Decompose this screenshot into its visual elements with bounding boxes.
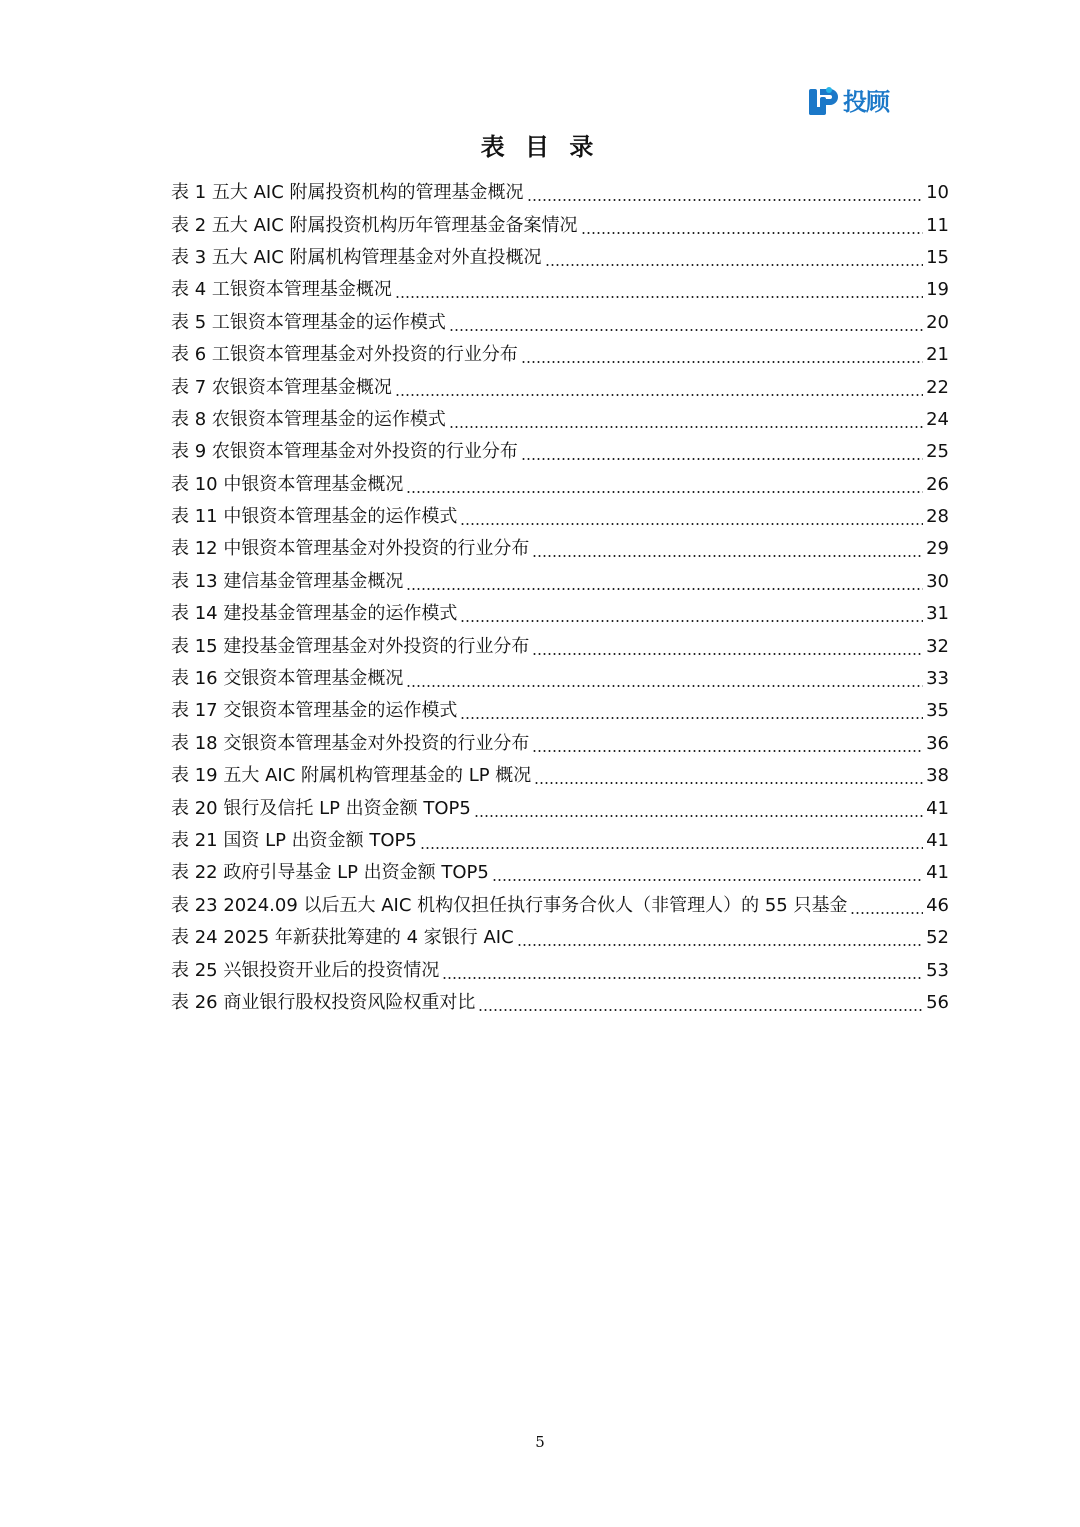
toc-dot-leader — [406, 685, 923, 687]
table-of-contents — [171, 177, 949, 1019]
toc-entry-title: 表 14 建投基金管理基金的运作模式 — [171, 603, 458, 625]
toc-entry-page: 29 — [926, 538, 949, 560]
toc-entry-title: 表 22 政府引导基金 LP 出资金额 TOP5 — [171, 862, 489, 884]
toc-dot-leader — [534, 782, 923, 784]
toc-entry-page: 46 — [926, 894, 949, 916]
toc-entry-page: 41 — [926, 862, 949, 884]
toc-dot-leader — [442, 977, 923, 979]
toc-entry-page: 31 — [926, 603, 949, 625]
toc-entry-title: 表 3 五大 AIC 附属机构管理基金对外直投概况 — [171, 246, 542, 268]
toc-dot-leader — [478, 1009, 923, 1011]
toc-entry-page: 15 — [926, 246, 949, 268]
toc-entry[interactable] — [171, 533, 949, 565]
toc-dot-leader — [517, 944, 923, 946]
toc-dot-leader — [532, 555, 923, 557]
toc-entry[interactable] — [171, 922, 949, 954]
toc-entry-title: 表 15 建投基金管理基金对外投资的行业分布 — [171, 635, 530, 657]
toc-dot-leader — [406, 491, 923, 493]
toc-dot-leader — [460, 523, 923, 525]
toc-dot-leader — [460, 620, 923, 622]
toc-entry-title: 表 11 中银资本管理基金的运作模式 — [171, 506, 458, 528]
toc-entry[interactable] — [171, 598, 949, 630]
toc-entry-page: 26 — [926, 473, 949, 495]
toc-dot-leader — [581, 232, 924, 234]
toc-entry[interactable] — [171, 825, 949, 857]
toc-entry-page: 24 — [926, 408, 949, 430]
toc-dot-leader — [532, 750, 923, 752]
toc-entry[interactable] — [171, 728, 949, 760]
toc-entry[interactable] — [171, 177, 949, 209]
toc-entry-title: 表 1 五大 AIC 附属投资机构的管理基金概况 — [171, 182, 524, 204]
toc-entry-page: 25 — [926, 441, 949, 463]
toc-entry-page: 33 — [926, 668, 949, 690]
toc-entry[interactable] — [171, 404, 949, 436]
toc-dot-leader — [449, 329, 923, 331]
toc-dot-leader — [460, 717, 923, 719]
toc-dot-leader — [492, 879, 923, 881]
toc-entry-title: 表 13 建信基金管理基金概况 — [171, 570, 404, 592]
page-number: 5 — [535, 1433, 545, 1451]
toc-entry-page: 22 — [926, 376, 949, 398]
toc-entry-page: 19 — [926, 279, 949, 301]
toc-entry-page: 10 — [926, 182, 949, 204]
toc-entry-page: 30 — [926, 570, 949, 592]
toc-dot-leader — [449, 426, 923, 428]
toc-entry[interactable] — [171, 987, 949, 1019]
logo-text: 投顾 — [843, 88, 889, 116]
toc-entry-page: 32 — [926, 635, 949, 657]
toc-entry-page: 38 — [926, 765, 949, 787]
toc-entry[interactable] — [171, 857, 949, 889]
toc-entry-page: 41 — [926, 797, 949, 819]
toc-dot-leader — [532, 653, 923, 655]
toc-entry[interactable] — [171, 760, 949, 792]
toc-dot-leader — [395, 394, 923, 396]
toc-entry-title: 表 20 银行及信托 LP 出资金额 TOP5 — [171, 797, 471, 819]
toc-entry-title: 表 17 交银资本管理基金的运作模式 — [171, 700, 458, 722]
toc-entry-page: 28 — [926, 506, 949, 528]
toc-entry[interactable] — [171, 242, 949, 274]
toc-dot-leader — [521, 361, 923, 363]
toc-entry[interactable] — [171, 371, 949, 403]
toc-entry-page: 53 — [926, 959, 949, 981]
toc-dot-leader — [474, 815, 923, 817]
toc-entry[interactable] — [171, 792, 949, 824]
toc-dot-leader — [420, 847, 923, 849]
toc-entry-title: 表 2 五大 AIC 附属投资机构历年管理基金备案情况 — [171, 214, 578, 236]
toc-entry-page: 35 — [926, 700, 949, 722]
toc-dot-leader — [406, 588, 923, 590]
toc-entry-title: 表 18 交银资本管理基金对外投资的行业分布 — [171, 732, 530, 754]
brand-logo — [806, 84, 910, 120]
toc-dot-leader — [850, 912, 923, 914]
toc-entry-page: 36 — [926, 732, 949, 754]
toc-entry-title: 表 7 农银资本管理基金概况 — [171, 376, 392, 398]
toc-entry-page: 56 — [926, 991, 949, 1013]
toc-entry-title: 表 25 兴银投资开业后的投资情况 — [171, 959, 440, 981]
toc-entry-title: 表 5 工银资本管理基金的运作模式 — [171, 311, 446, 333]
toc-entry[interactable] — [171, 436, 949, 468]
toc-dot-leader — [545, 264, 924, 266]
toc-entry-page: 20 — [926, 311, 949, 333]
toc-entry-title: 表 26 商业银行股权投资风险权重对比 — [171, 991, 476, 1013]
toc-entry[interactable] — [171, 954, 949, 986]
toc-entry[interactable] — [171, 890, 949, 922]
page-title: 表 目 录 — [480, 133, 600, 161]
toc-entry-page: 11 — [926, 214, 949, 236]
toc-dot-leader — [521, 458, 923, 460]
toc-entry[interactable] — [171, 274, 949, 306]
toc-entry-title: 表 8 农银资本管理基金的运作模式 — [171, 408, 446, 430]
toc-entry[interactable] — [171, 630, 949, 662]
toc-entry[interactable] — [171, 695, 949, 727]
toc-entry-title: 表 19 五大 AIC 附属机构管理基金的 LP 概况 — [171, 765, 532, 787]
toc-entry[interactable] — [171, 339, 949, 371]
toc-entry[interactable] — [171, 209, 949, 241]
toc-entry[interactable] — [171, 566, 949, 598]
toc-entry[interactable] — [171, 469, 949, 501]
toc-entry-page: 21 — [926, 344, 949, 366]
toc-entry-title: 表 4 工银资本管理基金概况 — [171, 279, 392, 301]
lp-logo-icon — [806, 85, 840, 119]
toc-entry[interactable] — [171, 501, 949, 533]
toc-entry-title: 表 9 农银资本管理基金对外投资的行业分布 — [171, 441, 518, 463]
toc-entry-title: 表 6 工银资本管理基金对外投资的行业分布 — [171, 344, 518, 366]
toc-entry-title: 表 16 交银资本管理基金概况 — [171, 668, 404, 690]
toc-entry-title: 表 21 国资 LP 出资金额 TOP5 — [171, 830, 417, 851]
toc-entry-title: 表 10 中银资本管理基金概况 — [171, 473, 404, 495]
toc-dot-leader — [527, 199, 924, 201]
toc-entry-title: 表 23 2024.09 以后五大 AIC 机构仅担任执行事务合伙人（非管理人）的 55 只基金 — [171, 894, 848, 916]
toc-entry[interactable] — [171, 307, 949, 339]
toc-entry-page: 41 — [926, 830, 949, 851]
toc-entry[interactable] — [171, 663, 949, 695]
toc-entry-page: 52 — [926, 927, 949, 949]
toc-dot-leader — [395, 296, 923, 298]
toc-entry-title: 表 12 中银资本管理基金对外投资的行业分布 — [171, 538, 530, 560]
toc-entry-title: 表 24 2025 年新获批筹建的 4 家银行 AIC — [171, 927, 514, 949]
